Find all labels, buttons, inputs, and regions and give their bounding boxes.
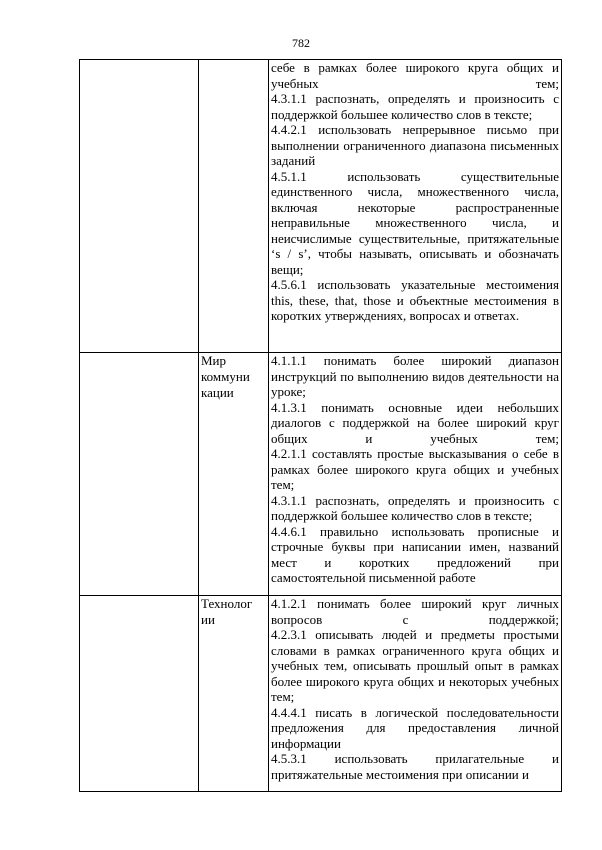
curriculum-table <box>79 59 562 792</box>
topic-cell: Мир коммуни кации <box>199 353 269 596</box>
empty-cell <box>80 596 199 792</box>
objective-text: 4.5.6.1 использовать указательные местоимения this, these, that, those и объектные местоимения в коротких утверждениях, вопросах и ответах. <box>271 277 559 323</box>
objective-text: 4.1.1.1 понимать более широкий диапазон инструкций по выполнению видов деятельности на уроке; <box>271 353 559 399</box>
objectives-cell <box>269 60 562 353</box>
objective-text: 4.3.1.1 распознать, определять и произносить с поддержкой большее количество слов в тексте; <box>271 492 559 523</box>
objective-text: 4.5.3.1 использовать прилагательные и притяжательные местоимения при описании и <box>271 751 559 782</box>
objective-text: 4.4.2.1 использовать непрерывное письмо при выполнении ограниченного диапазона письменных заданий <box>271 122 559 168</box>
table-row <box>80 596 562 792</box>
objectives-cell <box>269 596 562 792</box>
page-number: 782 <box>292 36 310 50</box>
objective-text: 4.2.3.1 описывать людей и предметы простыми словами в рамках ограниченного круга общих и учебных тем, описывать прошлый опыт в рамках более широкого круга общих и некоторых учебных тем; <box>271 627 559 704</box>
topic-cell <box>199 60 269 353</box>
table-row <box>80 353 562 596</box>
objective-text: 4.4.4.1 писать в логической последовательности предложения для предоставления личной информации <box>271 704 559 751</box>
table-row <box>80 60 562 353</box>
objective-text: 4.3.1.1 распознать, определять и произносить с поддержкой большее количество слов в тексте; <box>271 91 559 122</box>
objective-text: 4.5.1.1 использовать существительные единственного числа, множественного числа, включая некоторые распространенные неправильные множественного числа, и неисчислимые существительные, притяжательные ‘s / s’, чтобы называть, описывать и обозначать вещи; <box>271 168 559 277</box>
empty-cell <box>80 60 199 353</box>
objective-text: 4.2.1.1 составлять простые высказывания о себе в рамках более широкого круга общих и учебных тем; <box>271 446 559 492</box>
empty-cell <box>80 353 199 596</box>
objective-text: себе в рамках более широкого круга общих и учебных тем; <box>271 60 559 91</box>
objective-text: 4.1.3.1 понимать основные идеи небольших диалогов с поддержкой на более широкий круг общих и учебных тем; <box>271 399 559 446</box>
objective-text: 4.1.2.1 понимать более широкий круг личных вопросов с поддержкой; <box>271 596 559 627</box>
objective-text: 4.4.6.1 правильно использовать прописные и строчные буквы при написании имен, названий мест и коротких предложений при самостоятельной письменной работе <box>271 523 559 585</box>
objectives-cell <box>269 353 562 596</box>
topic-cell: Технолог ии <box>199 596 269 792</box>
